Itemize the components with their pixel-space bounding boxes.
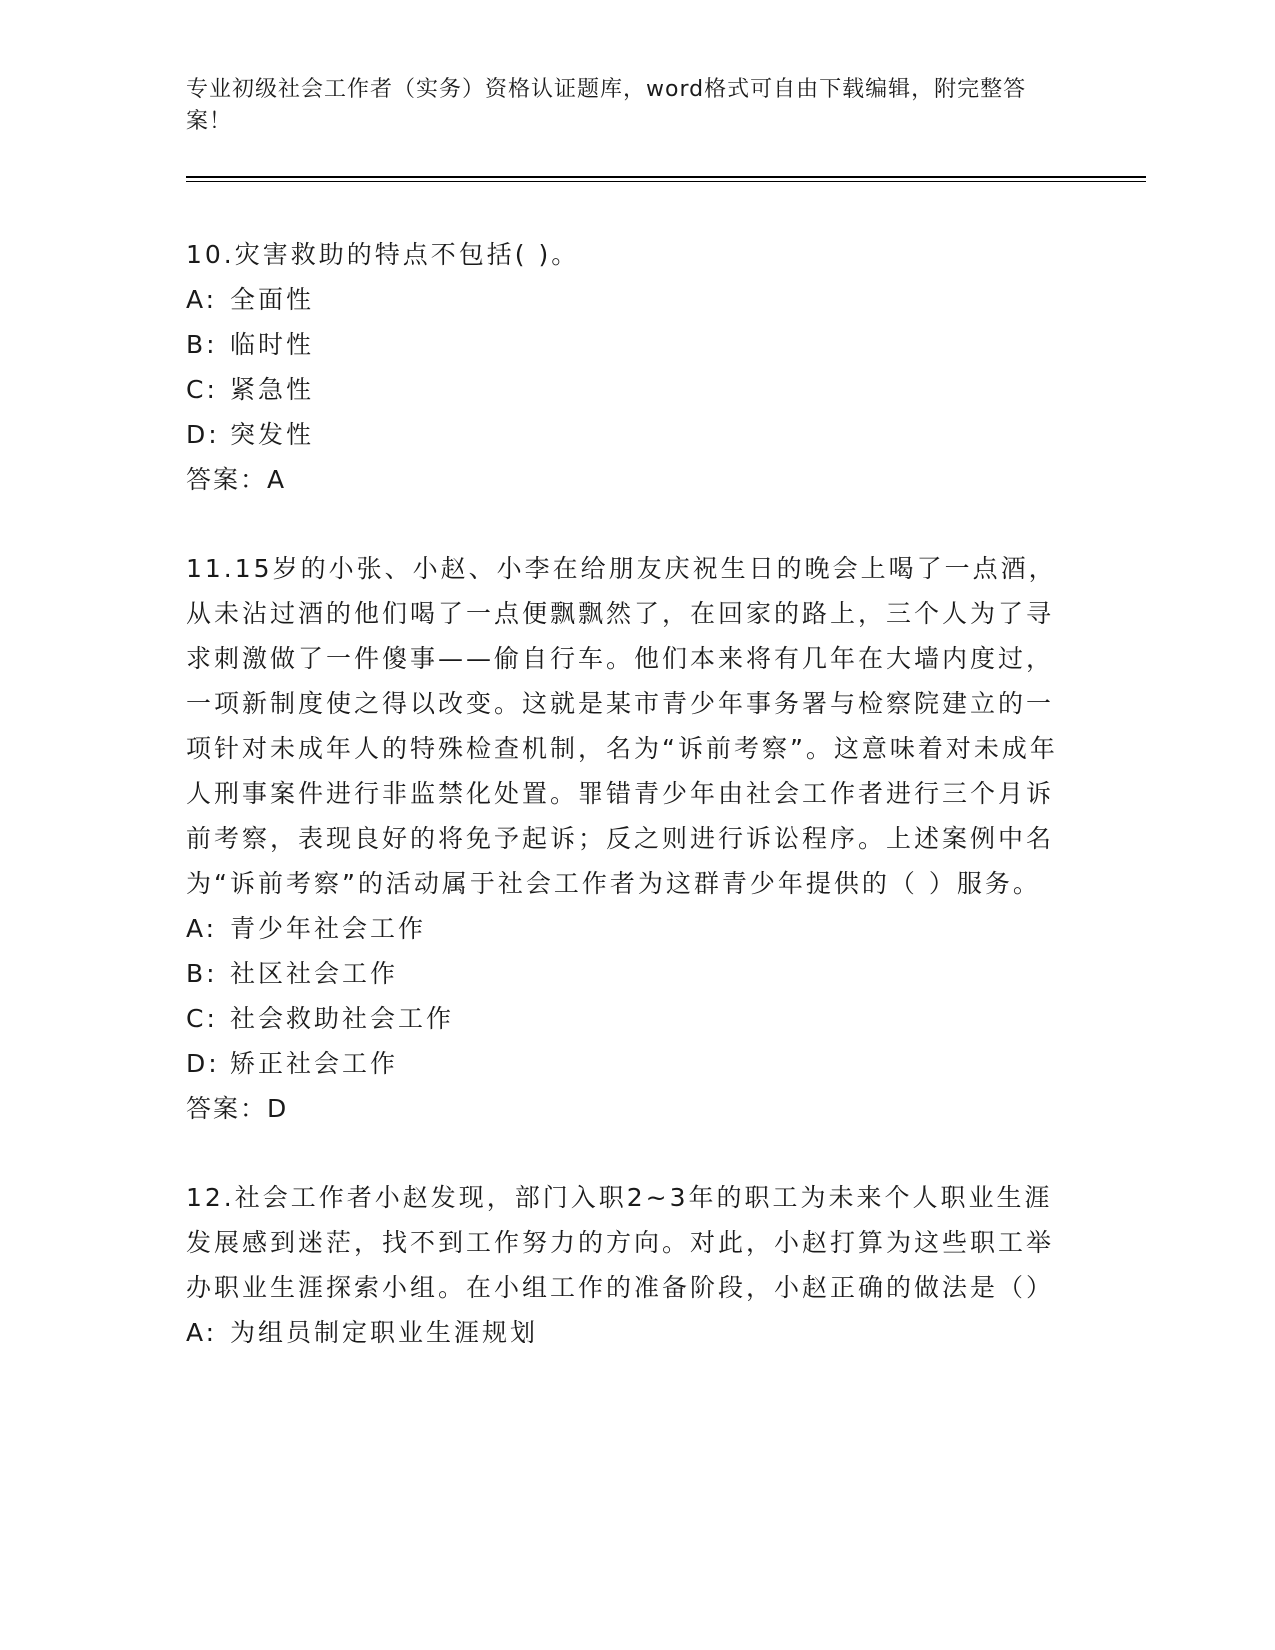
option-text: 临时性: [230, 330, 315, 359]
option-letter: A:: [186, 914, 218, 943]
option-a: [186, 1310, 1066, 1355]
option-text: 社区社会工作: [230, 959, 399, 988]
answer-line: 答案：D: [186, 1094, 289, 1123]
option-text: 社会救助社会工作: [230, 1004, 455, 1033]
header-divider-thick: [186, 176, 1146, 178]
option-text: 全面性: [230, 285, 315, 314]
option-letter: C:: [186, 375, 218, 404]
page-header: 专业初级社会工作者（实务）资格认证题库，word格式可自由下载编辑，附完整答案！: [186, 77, 1027, 134]
question-10: [186, 232, 1066, 502]
question-stem: 11.15岁的小张、小赵、小李在给朋友庆祝生日的晚会上喝了一点酒，从未沾过酒的他们喝了一点便飘飘然了，在回家的路上，三个人为了寻求刺激做了一件傻事——偷自行车。他们本来将有几年在大墙内度过，一项新制度使之得以改变。这就是某市青少年事务署与检察院建立的一项针对未成年人的特殊检查机制，名为“诉前考察”。这意味着对未成年人刑事案件进行非监禁化处置。罪错青少年由社会工作者进行三个月诉前考察，表现良好的将免予起诉；反之则进行诉讼程序。上述案例中名为“诉前考察”的活动属于社会工作者为这群青少年提供的（ ）服务。: [186, 554, 1058, 898]
option-letter: D:: [186, 1049, 220, 1078]
option-text: 突发性: [230, 420, 315, 449]
option-text: 紧急性: [230, 375, 315, 404]
option-letter: B:: [186, 959, 218, 988]
option-text: 青少年社会工作: [230, 914, 427, 943]
question-11: [186, 546, 1066, 1131]
option-letter: C:: [186, 1004, 218, 1033]
option-text: 矫正社会工作: [230, 1049, 399, 1078]
question-list: [186, 232, 1066, 1399]
option-letter: D:: [186, 420, 220, 449]
option-d: [186, 412, 1066, 457]
option-a: [186, 906, 1066, 951]
option-letter: B:: [186, 330, 218, 359]
header-divider-thin: [186, 181, 1146, 182]
option-letter: A:: [186, 1318, 218, 1347]
option-b: [186, 322, 1066, 367]
question-stem: 12.社会工作者小赵发现，部门入职2~3年的职工为未来个人职业生涯发展感到迷茫，找不到工作努力的方向。对此，小赵打算为这些职工举办职业生涯探索小组。在小组工作的准备阶段，小赵正确的做法是（）: [186, 1183, 1055, 1302]
question-12: [186, 1175, 1066, 1355]
option-letter: A:: [186, 285, 218, 314]
option-a: [186, 277, 1066, 322]
answer-line: 答案：A: [186, 465, 287, 494]
question-stem: 10.灾害救助的特点不包括( )。: [186, 240, 580, 269]
option-c: [186, 367, 1066, 412]
option-text: 为组员制定职业生涯规划: [230, 1318, 539, 1347]
option-c: [186, 996, 1066, 1041]
option-b: [186, 951, 1066, 996]
option-d: [186, 1041, 1066, 1086]
